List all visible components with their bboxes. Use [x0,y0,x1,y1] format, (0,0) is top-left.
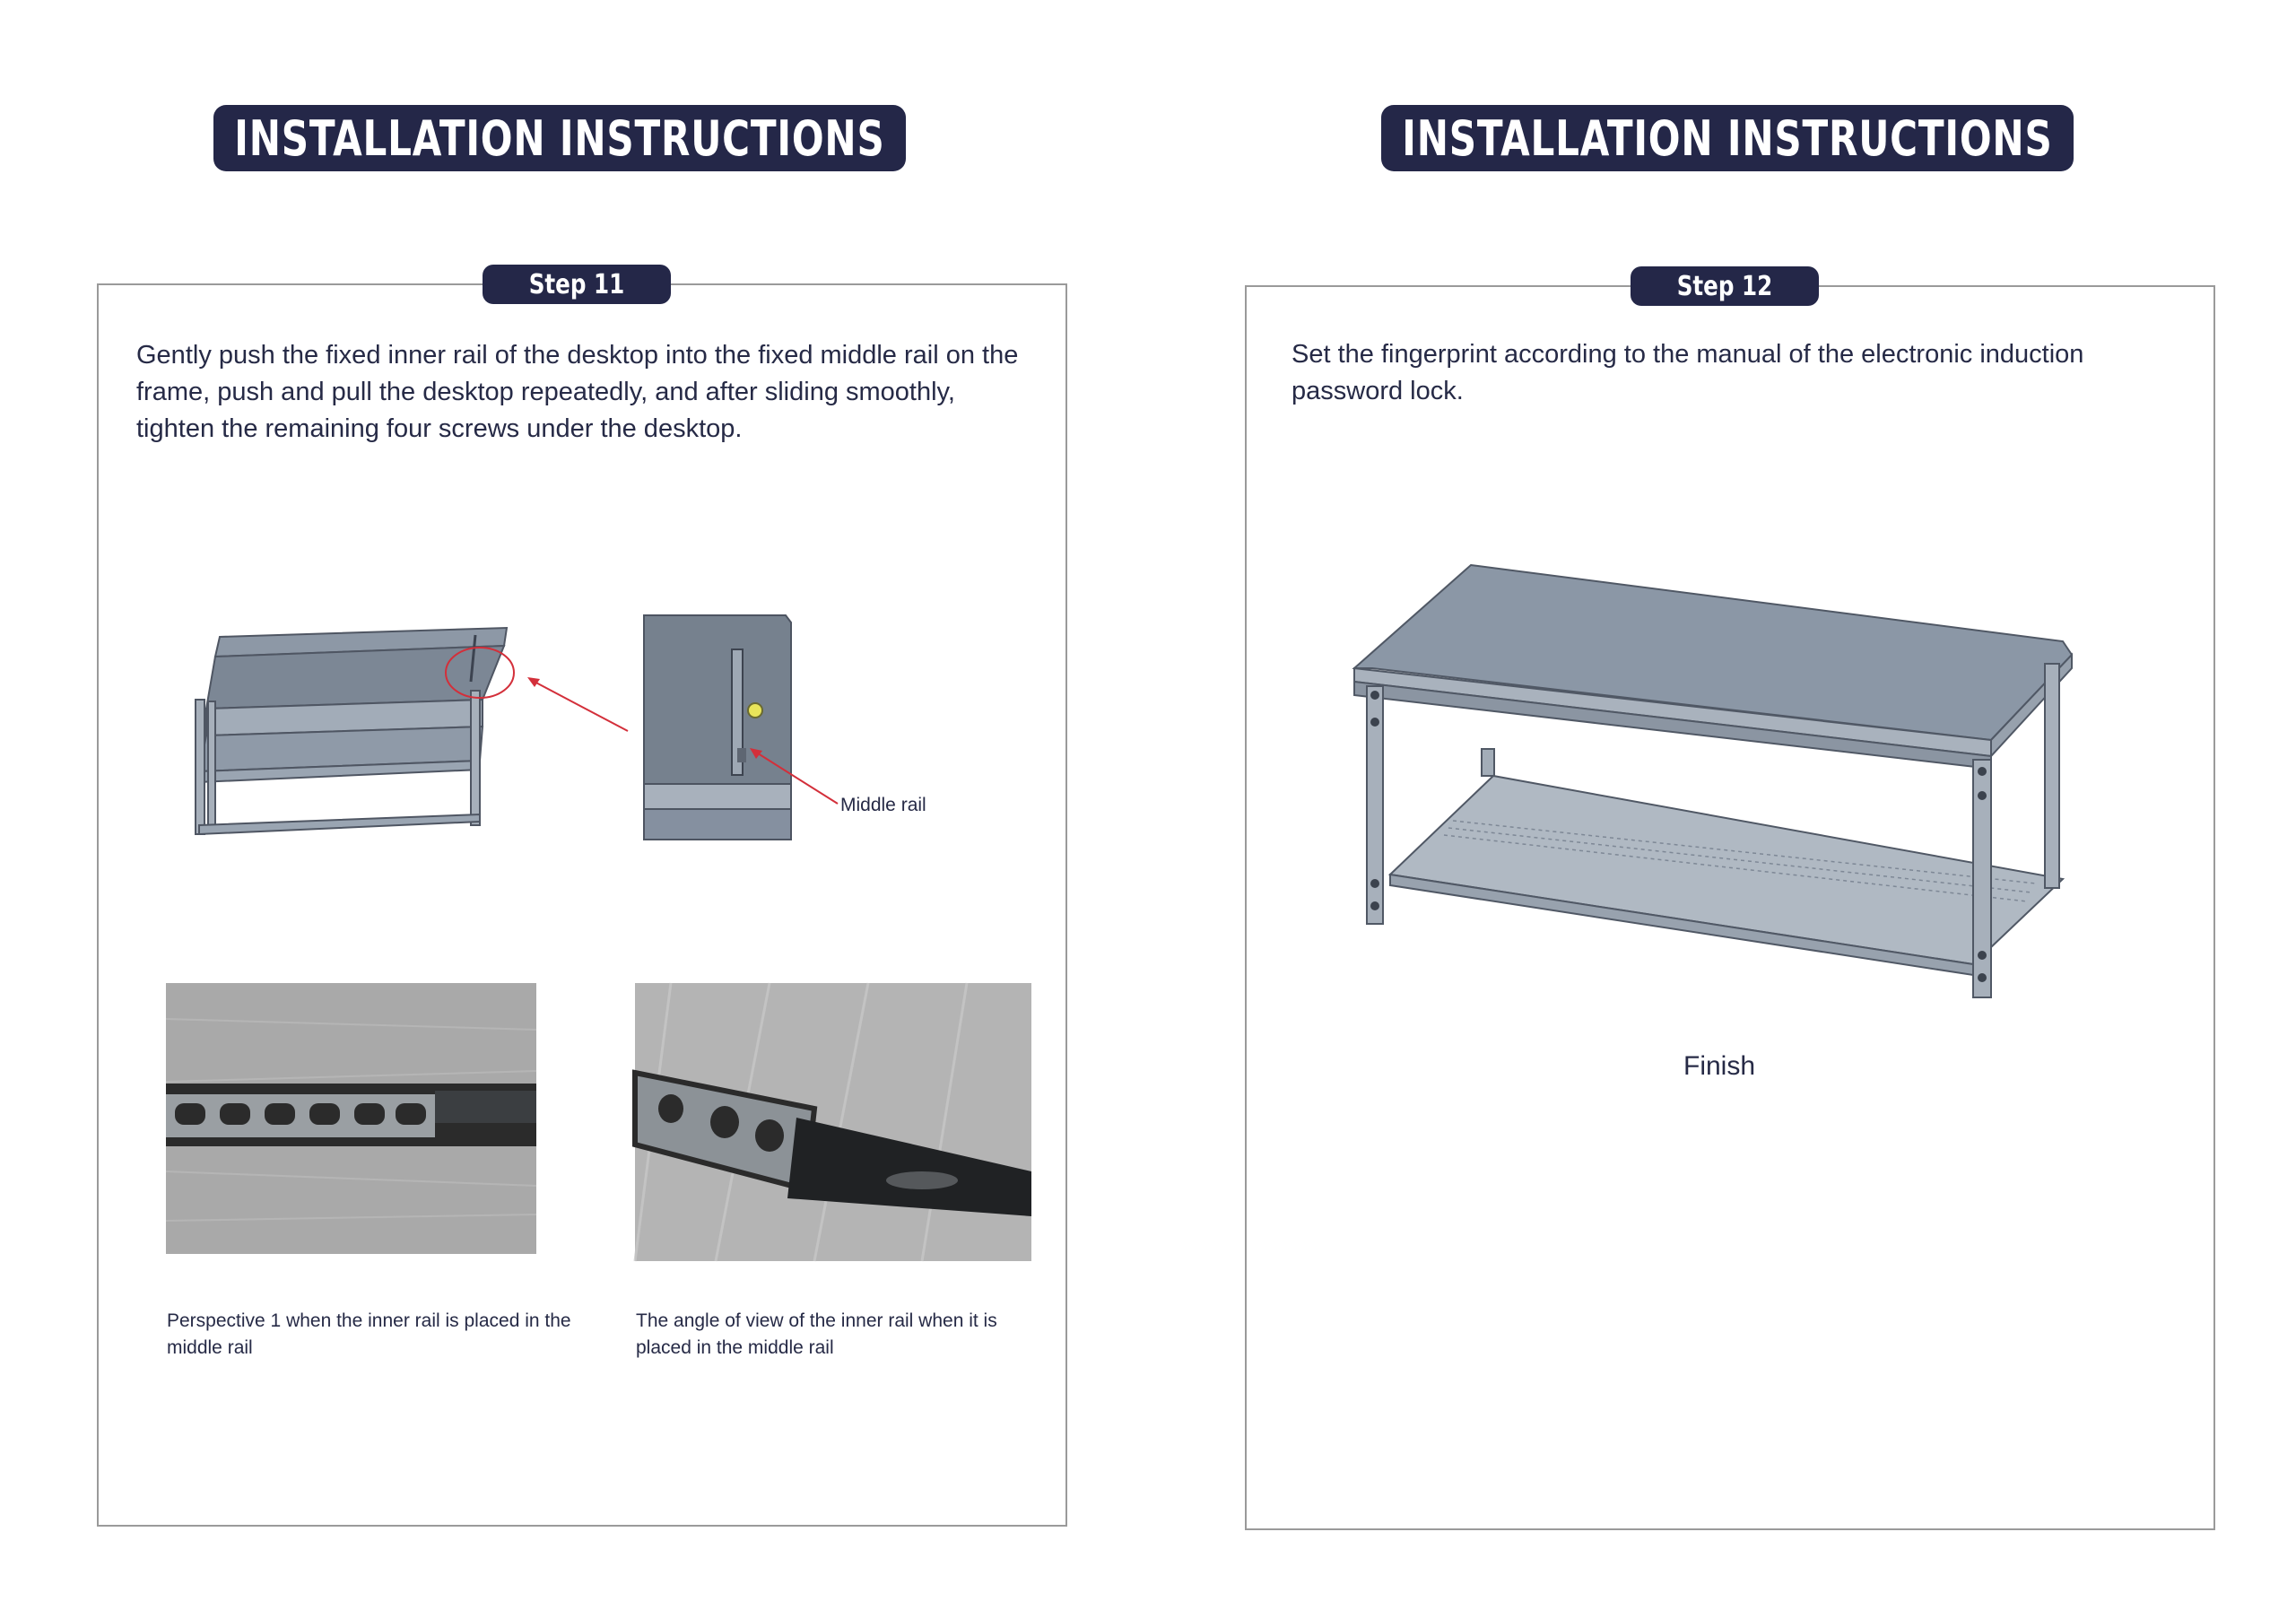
photo-2-caption: The angle of view of the inner rail when it is placed in the middle rail [636,1310,997,1358]
photo-rail-perspective-1 [166,983,536,1254]
photo-1-caption: Perspective 1 when the inner rail is placed in the middle rail [167,1310,571,1358]
finished-table-drawing [1345,561,2072,991]
photo-rail-perspective-2 [635,983,1031,1261]
left-page-title: INSTALLATION INSTRUCTIONS [213,105,906,171]
finish-label: Finish [1683,1051,1756,1081]
middle-rail-pointer [744,744,843,807]
step-12-instruction: Set the fingerprint according to the manual of the electronic induction password lock. [1292,340,2084,405]
middle-rail-label: Middle rail [840,795,926,815]
step-11-badge: Step 11 [483,265,671,304]
tilted-desktop-drawing [179,619,646,861]
step-11-instruction: Gently push the fixed inner rail of the desktop into the fixed middle rail on the frame, push and pull the desktop repeatedly, and after sliding smoothly, tighten the remaining four screws under the desktop. [136,341,1019,443]
step-12-badge: Step 12 [1631,266,1819,306]
right-page-title: INSTALLATION INSTRUCTIONS [1381,105,2074,171]
